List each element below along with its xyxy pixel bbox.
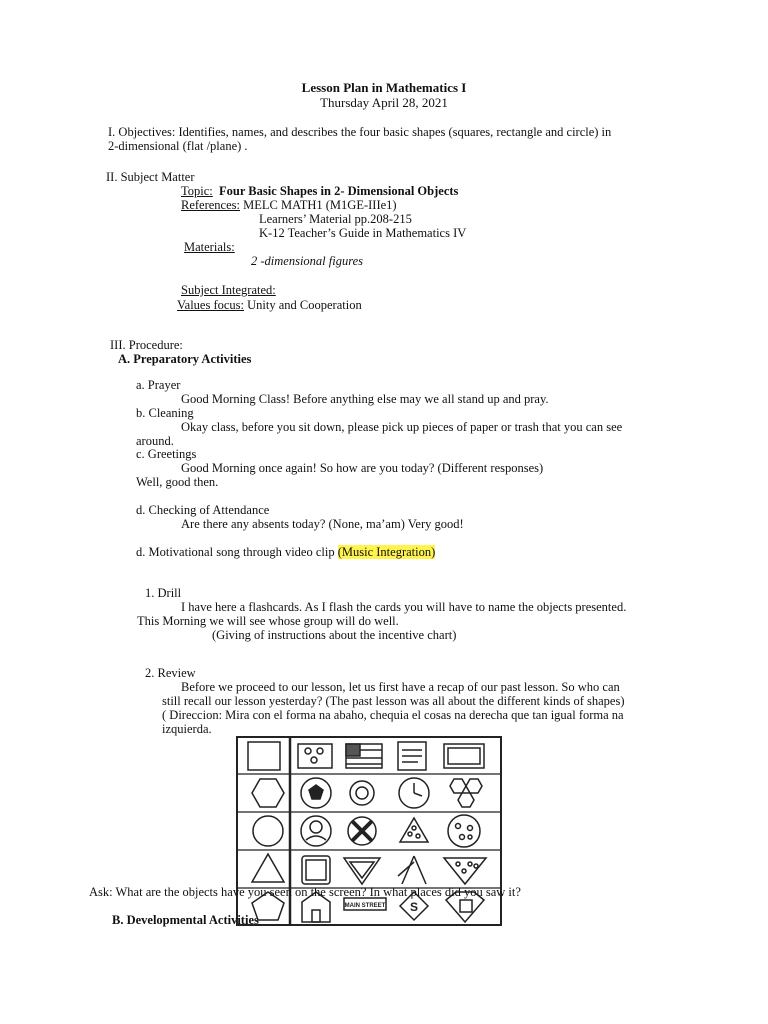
greetings-label: c. Greetings (136, 447, 197, 461)
music-integration-highlight: (Music Integration) (337, 545, 436, 559)
procedure-heading: III. Procedure: (110, 338, 183, 352)
drill-text-2: This Morning we will see whose group will do well. (137, 614, 399, 628)
references-label: References: (181, 198, 240, 212)
motivation-row (136, 545, 435, 560)
subject-matter-heading: II. Subject Matter (106, 170, 195, 184)
values-label: Values focus: (177, 298, 244, 312)
materials-value: 2 -dimensional figures (251, 254, 364, 268)
attendance-text: Are there any absents today? (None, ma’am) Very good! (181, 517, 464, 531)
row-hexagon (252, 778, 482, 808)
superman-letter: S (409, 900, 419, 914)
drill-label: 1. Drill (145, 586, 182, 600)
review-text-1: Before we proceed to our lesson, let us first have a recap of our past lesson. So who can (181, 680, 620, 694)
references-value-3: K-12 Teacher’s Guide in Mathematics IV (259, 226, 467, 240)
ask-question: Ask: What are the objects have you seen on the screen? In what places did you saw it? (89, 885, 521, 899)
cleaning-label: b. Cleaning (136, 406, 194, 420)
review-text-3: ( Direccion: Mira con el forma na abaho, chequia el cosas na derecha que tan igual forma na (162, 708, 624, 722)
subject-integrated-label: Subject Integrated: (181, 283, 276, 297)
topic-value: Four Basic Shapes in 2- Dimensional Objects (219, 184, 459, 198)
review-text-2: still recall our lesson yesterday? (The past lesson was all about the different kinds of shapes) (162, 694, 625, 708)
cleaning-text-1: Okay class, before you sit down, please pick up pieces of paper or trash that you can see (181, 420, 623, 434)
objectives-line-1: I. Objectives: Identifies, names, and describes the four basic shapes (squares, rectangle and circle) in (108, 125, 612, 139)
motivation-label: d. Motivational song through video clip (136, 545, 335, 559)
cleaning-text-2: around. (136, 434, 174, 448)
drill-text-1: I have here a flashcards. As I flash the cards you will have to name the objects presented. (181, 600, 627, 614)
document-date: Thursday April 28, 2021 (320, 95, 448, 110)
drill-text-3: (Giving of instructions about the incentive chart) (212, 628, 457, 642)
review-label: 2. Review (145, 666, 196, 680)
prayer-label: a. Prayer (136, 378, 181, 392)
topic-label: Topic: (181, 184, 213, 198)
values-value: Unity and Cooperation (247, 298, 362, 312)
document-title: Lesson Plan in Mathematics I (301, 80, 467, 95)
main-street-sign: MAIN STREET (344, 903, 386, 909)
row-rectangle (248, 742, 484, 770)
review-text-4: izquierda. (162, 722, 212, 736)
references-value-2: Learners’ Material pp.208-215 (259, 212, 412, 226)
developmental-heading: B. Developmental Activities (112, 913, 259, 927)
greetings-text-1: Good Morning once again! So how are you today? (Different responses) (181, 461, 544, 475)
materials-label: Materials: (184, 240, 235, 254)
references-row (181, 198, 397, 213)
row-triangle (252, 854, 486, 884)
row-circle (253, 815, 480, 847)
objectives-line-2: 2-dimensional (flat /plane) . (108, 139, 248, 153)
prayer-text: Good Morning Class! Before anything else may we all stand up and pray. (181, 392, 549, 406)
greetings-text-2: Well, good then. (136, 475, 219, 489)
preparatory-heading: A. Preparatory Activities (118, 352, 252, 366)
references-value-1: MELC MATH1 (M1GE-IIIe1) (243, 198, 397, 212)
values-row (177, 298, 362, 313)
topic-row (181, 184, 458, 199)
attendance-label: d. Checking of Attendance (136, 503, 270, 517)
